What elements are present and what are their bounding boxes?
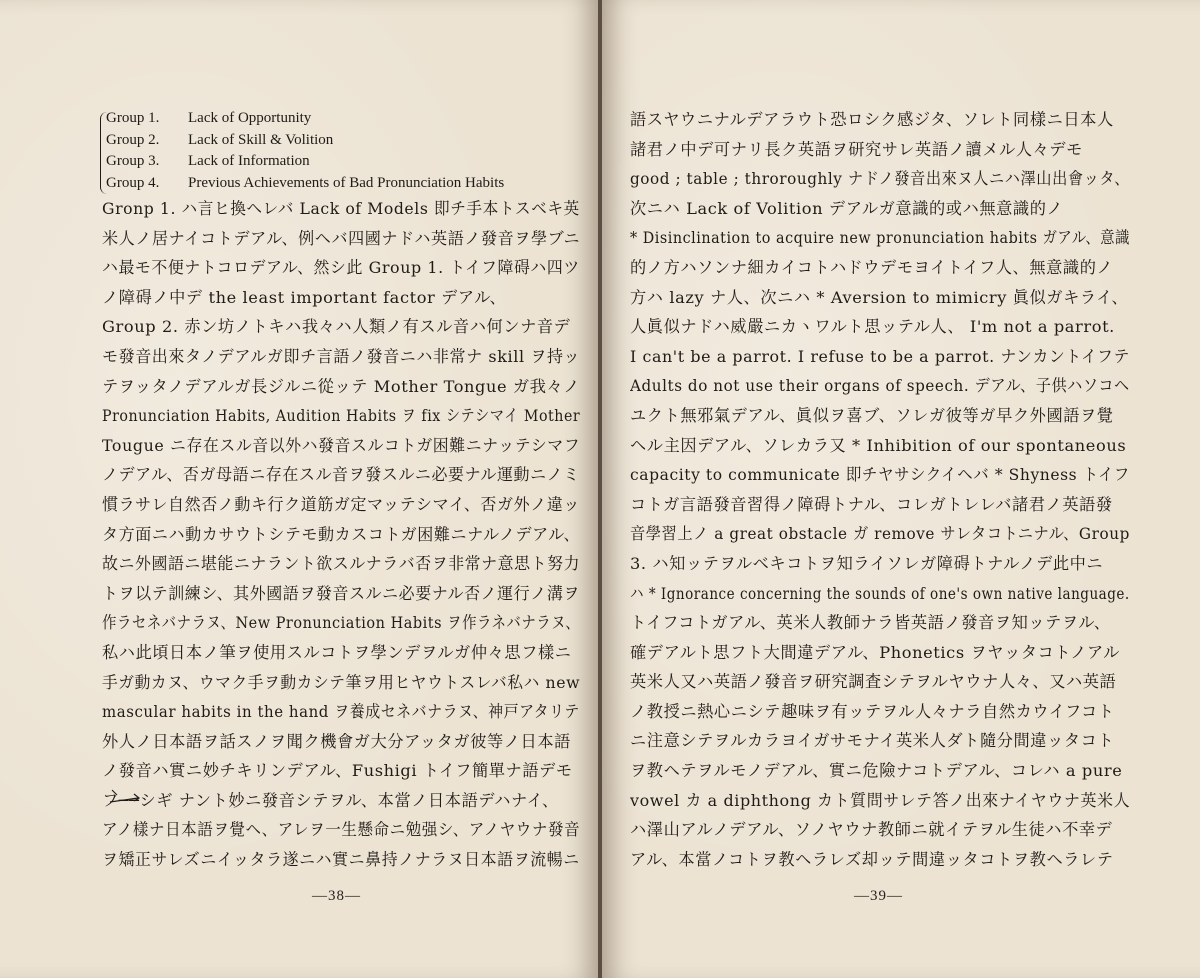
text-line-content: 確デアルト思フト大間違デアル、Phonetics ヲヤッタコトノアル	[630, 642, 1120, 662]
text-line-content: mascular habits in the hand ヲ養成セネバナラヌ、神戸アタリテ	[102, 702, 580, 722]
text-line-content: 3. ハ知ッテヲルベキコトヲ知ライソレガ障碍トナルノデ此中ニ	[630, 553, 1104, 573]
text-line-content: ノデアル、否ガ母語ニ存在スル音ヲ發スルニ必要ナル運動ニノミ	[102, 465, 580, 485]
text-line	[630, 756, 1130, 786]
text-line	[630, 371, 1130, 401]
text-line	[630, 549, 1130, 579]
text-line	[102, 431, 580, 461]
text-line	[630, 253, 1130, 283]
group-text: Lack of Opportunity	[188, 110, 312, 126]
text-line-content: コトガ言語發音習得ノ障碍トナル、コレガトレレバ諸君ノ英語發	[630, 494, 1113, 514]
text-line	[102, 520, 580, 550]
text-line	[102, 283, 580, 313]
text-line-content: ノ教授ニ熱心ニシテ趣味ヲ有ッテヲル人々ナラ自然カウイフコト	[630, 701, 1115, 721]
text-line-content: 手ガ動カヌ、ウマク手ヲ動カシテ筆ヲ用ヒヤウトスレバ私ハ new	[102, 672, 580, 692]
text-line	[102, 312, 580, 342]
arrow-mark-icon	[108, 788, 142, 810]
text-line	[102, 608, 580, 638]
text-line	[630, 638, 1130, 668]
text-line-content: Adults do not use their organs of speech. デアル、子供ハソコヘ	[630, 376, 1130, 396]
text-line	[102, 815, 580, 845]
group-row	[106, 173, 576, 195]
text-line-content: 的ノ方ハソンナ細カイコトハドウデモヨイトイフ人、無意識的ノ	[630, 257, 1114, 277]
text-line-content: ハ澤山アルノデアル、ソノヤウナ教師ニ就イテヲル生徒ハ不幸デ	[630, 820, 1113, 840]
text-line	[102, 697, 580, 727]
text-line	[630, 105, 1130, 135]
text-line	[630, 194, 1130, 224]
text-line-content: アノ樣ナ日本語ヲ覺ヘ、アレヲ一生懸命ニ勉强シ、アノヤウナ發音	[102, 820, 580, 840]
text-line-content: vowel カ a diphthong カト質問サレテ答ノ出來ナイヤウナ英米人	[630, 790, 1130, 810]
text-line-content: モ發音出來タノデアルガ即チ言語ノ發音ニハ非常ナ skill ヲ持ッ	[102, 346, 580, 366]
group-label: Group 4.	[106, 174, 160, 191]
text-line	[630, 135, 1130, 165]
text-line-content: ヲ教ヘテヲルモノデアル、實ニ危險ナコトデアル、コレハ a pure	[630, 761, 1123, 781]
text-line	[102, 372, 580, 402]
text-line-content: Gronp 1. ハ言ヒ換ヘレバ Lack of Models 即チ手本トスベキ英	[102, 199, 580, 218]
text-line-content: アル、本當ノコトヲ教ヘラレズ却ッテ間違ッタコトヲ教ヘラレテ	[630, 849, 1114, 869]
text-line	[102, 727, 580, 757]
text-line-content: Pronunciation Habits, Audition Habits ヲ fix シテシマイ Mother	[102, 406, 580, 426]
text-line	[630, 519, 1130, 549]
left-page	[0, 0, 598, 978]
text-line	[102, 224, 580, 254]
right-body-text	[630, 105, 1130, 874]
text-line-content: I can't be a parrot. I refuse to be a parrot. ナンカントイフテ	[630, 346, 1130, 366]
text-line	[630, 579, 1130, 609]
text-line-content: Tougue ニ存在スル音以外ハ發音スルコトガ困難ニナッテシマフ	[102, 435, 580, 455]
text-line	[630, 312, 1130, 342]
text-line	[630, 608, 1130, 638]
group-text: Previous Achievements of Bad Pronunciation Habits	[188, 174, 505, 191]
text-line-content: 人眞似ナドハ威嚴ニカヽワルト思ッテル人、 I'm not a parrot.	[630, 317, 1115, 337]
text-line-content: ヲ矯正サレズニイッタラ遂ニハ實ニ鼻持ノナラヌ日本語ヲ流暢ニ	[102, 850, 580, 870]
right-page	[602, 0, 1200, 978]
text-line	[102, 490, 580, 520]
text-line-content: ハ最モ不便ナトコロデアル、然シ此 Group 1. トイフ障碍ハ四ツ	[102, 258, 580, 278]
text-line	[630, 845, 1130, 875]
text-line	[630, 726, 1130, 756]
text-line	[102, 253, 580, 283]
text-line-content: Group 2. 赤ン坊ノトキハ我々ハ人類ノ有スル音ハ何ンナ音デ	[102, 317, 571, 337]
text-line-content: 外人ノ日本語ヲ話スノヲ聞ク機會ガ大分アッタガ彼等ノ日本語	[102, 731, 571, 751]
text-line	[630, 164, 1130, 194]
text-line-content: ヘル主因デアル、ソレカラ又 * Inhibition of our spontaneous	[630, 435, 1127, 455]
text-line-content: * Disinclination to acquire new pronunciation habits ガアル、意識	[630, 228, 1130, 248]
group-list	[106, 108, 576, 194]
text-line-content: 故ニ外國語ニ堪能ニナラント欲スルナラバ否ヲ非常ナ意思ト努力	[102, 554, 580, 574]
text-line	[630, 786, 1130, 816]
text-line	[630, 223, 1130, 253]
text-line	[630, 697, 1130, 727]
text-line	[102, 845, 580, 875]
text-line	[630, 401, 1130, 431]
page-number: —38—	[312, 888, 361, 904]
text-line-content: 次ニハ Lack of Volition デアルガ意識的或ハ無意識的ノ	[630, 198, 1064, 218]
text-line	[102, 756, 580, 786]
group-text: Lack of Skill & Volition	[188, 131, 334, 148]
group-text: Lack of Information	[188, 153, 310, 170]
text-line-content: 方ハ lazy ナ人、次ニハ * Aversion to mimicry 眞似ガキライ、	[630, 287, 1129, 307]
text-line	[630, 283, 1130, 313]
text-line-content: 英米人又ハ英語ノ發音ヲ研究調査シテヲルヤウナ人々、又ハ英語	[630, 672, 1117, 692]
text-line	[102, 342, 580, 372]
text-line-content: 諸君ノ中デ可ナリ長ク英語ヲ研究サレ英語ノ讀メル人々デモ	[630, 139, 1083, 159]
text-line	[630, 431, 1130, 461]
group-label: Group 3.	[106, 153, 160, 170]
text-line	[630, 667, 1130, 697]
text-line-content: 音學習上ノ a great obstacle ガ remove サレタコトニナル、Group	[630, 524, 1130, 544]
text-line-content: フ──シギ ナント妙ニ發音シテヲル、本當ノ日本語デハナイ、	[102, 790, 559, 810]
text-line	[102, 579, 580, 609]
text-line	[102, 549, 580, 579]
group-row	[106, 130, 576, 152]
text-line	[102, 786, 580, 816]
text-line-content: ノ障碍ノ中デ the least important factor デアル、	[102, 287, 507, 307]
text-line	[630, 460, 1130, 490]
group-label: Group 1.	[106, 110, 160, 126]
text-line-content: good ; table ; throroughly ナドノ發音出來ヌ人ニハ澤山出會ッタ、	[630, 169, 1130, 189]
text-line-content: 語スヤウニナルデアラウト恐ロシク感ジタ、ソレト同樣ニ日本人	[630, 110, 1114, 129]
text-line-content: トヲ以テ訓練シ、其外國語ヲ發音スルニ必要ナル否ノ運行ノ溝ヲ	[102, 583, 580, 603]
text-line	[102, 638, 580, 668]
text-line	[102, 401, 580, 431]
text-line-content: タ方面ニハ動カサウトシテモ動カスコトガ困難ニナルノデアル、	[102, 524, 580, 544]
brace-mark	[100, 112, 107, 194]
text-line	[102, 668, 580, 698]
text-line-content: 慣ラサレ自然否ノ動キ行ク道筋ガ定マッテシマイ、否ガ外ノ違ッ	[102, 494, 580, 514]
group-row	[106, 108, 576, 130]
text-line	[630, 815, 1130, 845]
text-line-content: テヲッタノデアルガ長ジルニ從ッテ Mother Tongue ガ我々ノ	[102, 376, 580, 396]
text-line-content: ハ * Ignorance concerning the sounds of one's own native language.	[630, 583, 1130, 603]
page-number: —39—	[854, 888, 903, 904]
text-line	[102, 194, 580, 224]
text-line	[630, 490, 1130, 520]
text-line-content: capacity to communicate 即チヤサシクイヘバ * Shyness トイフ	[630, 465, 1130, 485]
text-line-content: 米人ノ居ナイコトデアル、例ヘバ四國ナドハ英語ノ發音ヲ學ブニ	[102, 228, 580, 248]
text-line	[102, 460, 580, 490]
text-line-content: ノ發音ハ實ニ妙チキリンデアル、Fushigi トイフ簡單ナ語デモ	[102, 761, 573, 781]
text-line-content: トイフコトガアル、英米人教師ナラ皆英語ノ發音ヲ知ッテヲル、	[630, 613, 1111, 633]
group-row	[106, 151, 576, 173]
text-line	[630, 342, 1130, 372]
text-line-content: ユクト無邪氣デアル、眞似ヲ喜ブ、ソレガ彼等ガ早ク外國語ヲ覺	[630, 405, 1114, 425]
text-line-content: ニ注意シテヲルカラヨイガサモナイ英米人ダト隨分間違ッタコト	[630, 731, 1115, 751]
text-line-content: 私ハ此頃日本ノ筆ヲ使用スルコトヲ學ンデヲルガ仲々思フ樣ニ	[102, 642, 572, 662]
text-line-content: 作ラセネバナラヌ、New Pronunciation Habits ヲ作ラネバナラヌ、	[102, 613, 580, 633]
group-label: Group 2.	[106, 131, 160, 148]
left-body-text	[102, 194, 580, 875]
